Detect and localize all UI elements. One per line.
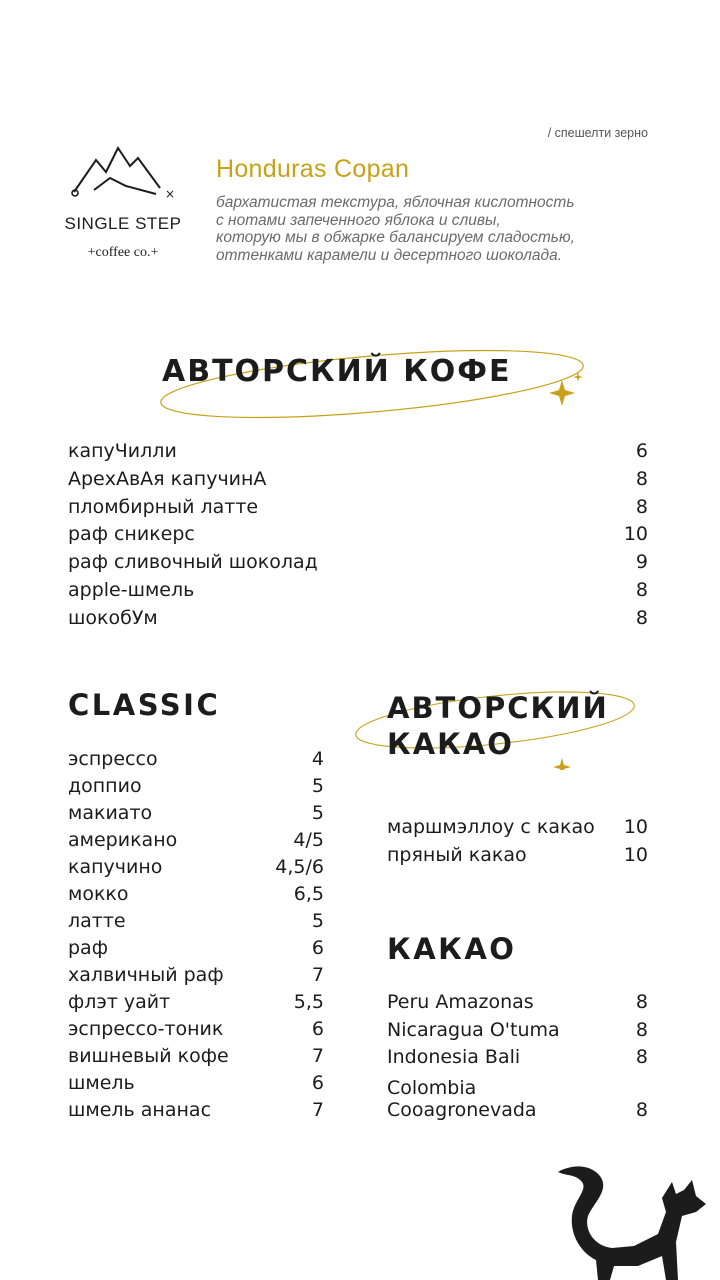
item-name: эспрессо (68, 748, 158, 770)
list-item (387, 991, 648, 1013)
description-line: бархатистая текстура, яблочная кислотность (216, 194, 575, 211)
item-name: шмель ананас (68, 1099, 212, 1121)
list-item (68, 523, 648, 545)
svg-text:×: × (165, 187, 176, 201)
item-price: 4,5/6 (275, 856, 324, 878)
item-price: 6,5 (293, 883, 324, 905)
item-name: капучино (68, 856, 163, 878)
item-price: 10 (623, 844, 648, 866)
item-price: 10 (623, 816, 648, 838)
title-line: КАКАО (387, 727, 514, 761)
item-name: Peru Amazonas (387, 991, 534, 1013)
list-item (68, 579, 648, 601)
item-name: доппио (68, 775, 142, 797)
item-price: 4/5 (293, 829, 324, 851)
item-name-line: Cooagronevada (387, 1099, 537, 1121)
category-tag: / спешелти зерно (547, 126, 648, 140)
item-name: пряный какао (387, 844, 527, 866)
item-name: Nicaragua O'tuma (387, 1019, 560, 1041)
item-name: пломбирный латте (68, 496, 259, 518)
item-price: 7 (311, 1045, 324, 1067)
brand-subtitle: +coffee co.+ (87, 245, 159, 260)
item-price: 8 (635, 607, 648, 629)
item-name: капуЧилли (68, 440, 177, 462)
item-price: 8 (635, 1099, 648, 1121)
item-name: вишневый кофе (68, 1045, 229, 1067)
item-price: 7 (311, 1099, 324, 1121)
list-item (68, 748, 324, 770)
item-name: флэт уайт (68, 991, 171, 1013)
item-price: 6 (635, 440, 648, 462)
item-price: 5 (311, 802, 324, 824)
fox-icon (554, 1150, 720, 1280)
list-item (387, 844, 648, 866)
item-name: маршмэллоу с какао (387, 816, 595, 838)
list-item (68, 1018, 324, 1040)
item-name: apple-шмель (68, 579, 195, 601)
item-price: 6 (311, 1072, 324, 1094)
item-price: 8 (635, 1046, 648, 1068)
item-name: американо (68, 829, 178, 851)
list-item (68, 468, 648, 490)
list-item (68, 991, 324, 1013)
item-name: шмель (68, 1072, 135, 1094)
item-name: Indonesia Bali (387, 1046, 521, 1068)
list-item (68, 856, 324, 878)
title-line: АВТОРСКИЙ (387, 691, 609, 725)
item-name: макиато (68, 802, 153, 824)
list-item (387, 1046, 648, 1068)
section-title-author-cocoa (387, 690, 609, 762)
item-price: 5,5 (293, 991, 324, 1013)
item-name: раф сникерс (68, 523, 195, 545)
description-line: с нотами запеченного яблока и сливы, (216, 211, 501, 229)
list-item (68, 775, 324, 797)
item-price: 8 (635, 496, 648, 518)
featured-bean-name: Honduras Copan (216, 155, 410, 183)
list-item (68, 1072, 324, 1094)
section-title-classic: CLASSIC (68, 688, 221, 722)
list-item (68, 607, 648, 629)
item-price: 8 (635, 468, 648, 490)
list-item (387, 1077, 648, 1121)
item-name: раф сливочный шоколад (68, 551, 318, 573)
item-price: 4 (311, 748, 324, 770)
item-price: 6 (311, 1018, 324, 1040)
list-item (68, 440, 648, 462)
item-price: 5 (311, 775, 324, 797)
description-line: оттенками карамели и десертного шоколада. (216, 246, 562, 264)
list-item (68, 829, 324, 851)
list-item (68, 964, 324, 986)
item-name: шокобУм (68, 607, 158, 629)
item-price: 8 (635, 991, 648, 1013)
item-name (387, 1077, 537, 1121)
item-price: 7 (311, 964, 324, 986)
list-item (68, 1099, 324, 1121)
item-name: халвичный раф (68, 964, 224, 986)
item-price: 8 (635, 1019, 648, 1041)
list-item (68, 551, 648, 573)
list-item (68, 883, 324, 905)
item-name: раф (68, 937, 108, 959)
list-item (68, 802, 324, 824)
item-price: 5 (311, 910, 324, 932)
item-name-line: Colombia (387, 1077, 477, 1099)
list-item (68, 937, 324, 959)
item-price: 10 (623, 523, 648, 545)
item-name: эспрессо-тоник (68, 1018, 224, 1040)
item-price: 9 (635, 551, 648, 573)
item-name: латте (68, 910, 126, 932)
brand-name: SINGLE STEP (64, 214, 182, 233)
list-item (387, 816, 648, 838)
item-price: 8 (635, 579, 648, 601)
description-line: которую мы в обжарке балансируем сладостью, (216, 229, 575, 246)
section-title-author-coffee: АВТОРСКИЙ КОФЕ (162, 354, 512, 389)
item-name: мокко (68, 883, 129, 905)
item-price: 6 (311, 937, 324, 959)
list-item (387, 1019, 648, 1041)
list-item (68, 496, 648, 518)
list-item (68, 910, 324, 932)
featured-bean-description (216, 194, 656, 264)
item-name: АрехАвАя капучинА (68, 468, 267, 490)
list-item (68, 1045, 324, 1067)
section-title-cocoa: КАКАО (387, 932, 517, 966)
